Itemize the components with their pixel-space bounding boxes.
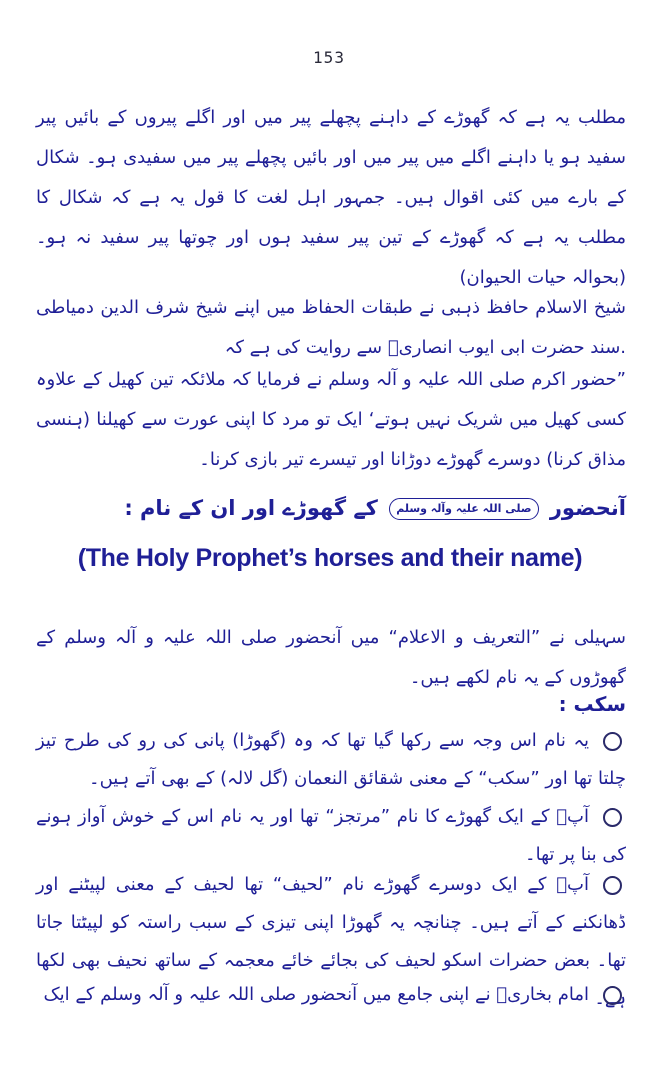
heading-urdu-before: آنحضور	[549, 496, 626, 520]
paragraph-suhaili: سہیلی نے ”التعریف و الاعلام“ میں آنحضور صلی اللہ علیہ و آلہ وسلم کے گھوڑوں کے یہ نام لکھے ہیں۔	[36, 627, 626, 688]
list-item-text: آپؐ کے ایک گھوڑے کا نام ”مرتجز“ تھا اور یہ نام اس کے خوش آواز ہونے کی بنا پر تھا۔	[36, 806, 626, 865]
list-item-text: امام بخاریؒ نے اپنی جامع میں آنحضور صلی اللہ علیہ و آلہ وسلم کے ایک	[43, 984, 589, 1005]
paragraph-shikal: مطلب یہ ہے کہ گھوڑے کے داہنے پچھلے پیر میں اور اگلے پیروں کے بائیں پیر سفید ہو یا داہنے اگلے میں پیر میں اور بائیں پچھلے پیر میں سفیدی ہو۔ شکال کے بارے میں کئی اقوال ہیں۔ جمہور اہل لغت کا قول یہ ہے کہ شکال کا مطلب یہ ہے کہ گھوڑے کے تین پیر سفید ہوں اور چوتھا پیر سفید نہ ہو۔ (بحوالہ حیات الحیوان)	[36, 107, 626, 288]
list-item	[36, 976, 626, 1014]
circle-bullet-icon	[603, 732, 622, 751]
list-item	[36, 798, 626, 874]
heading-urdu-after: کے گھوڑے اور ان کے نام :	[124, 496, 378, 520]
paragraph-zahabi: شیخ الاسلام حافظ ذہبی نے طبقات الحفاظ میں اپنے شیخ شرف الدین دمیاطی .سند حضرت ابی ایوب انصاریؓ سے روایت کی ہے کہ	[36, 297, 626, 358]
list-item-text: یہ نام اس وجہ سے رکھا گیا تھا کہ وہ (گھوڑا) پانی کی رو کی طرح تیز چلتا تھا اور ”سکب“ کے معنی شقائق النعمان (گل لالہ) کے بھی آتے ہیں۔	[36, 730, 626, 789]
list-item	[36, 722, 626, 798]
section-heading-urdu	[36, 496, 626, 520]
salutation-seal: صلی اللہ علیہ وآلہ وسلم	[389, 498, 538, 520]
circle-bullet-icon	[603, 808, 622, 827]
section-heading-english: (The Holy Prophet’s horses and their name)	[77, 544, 583, 572]
paragraph-hadith: ”حضور اکرم صلی اللہ علیہ و آلہ وسلم نے فرمایا کہ ملائکہ تین کھیل کے علاوہ کسی کھیل میں شریک نہیں ہوتے‘ ایک تو مرد کا اپنی عورت سے کھیلنا (ہنسی مذاق کرنا) دوسرے گھوڑے دوڑانا اور تیسرے تیر بازی کرنا۔	[36, 369, 626, 470]
circle-bullet-icon	[603, 876, 622, 895]
page-number: 153	[313, 48, 345, 67]
circle-bullet-icon	[603, 986, 622, 1005]
list-item-text: آپؐ کے ایک دوسرے گھوڑے نام ”لحیف“ تھا لحیف کے معنی لپیٹنے اور ڈھانکنے کے آتے ہیں۔ چنانچہ یہ گھوڑا اپنی تیزی کے سبب راستہ کو لپیٹتا جاتا تھا۔ بعض حضرات اسکو لحیف کی بجائے خائے معجمہ کے ساتھ نحیف بھی لکھا ہے۔	[36, 874, 626, 1009]
sakab-label: سکب :	[558, 692, 626, 716]
